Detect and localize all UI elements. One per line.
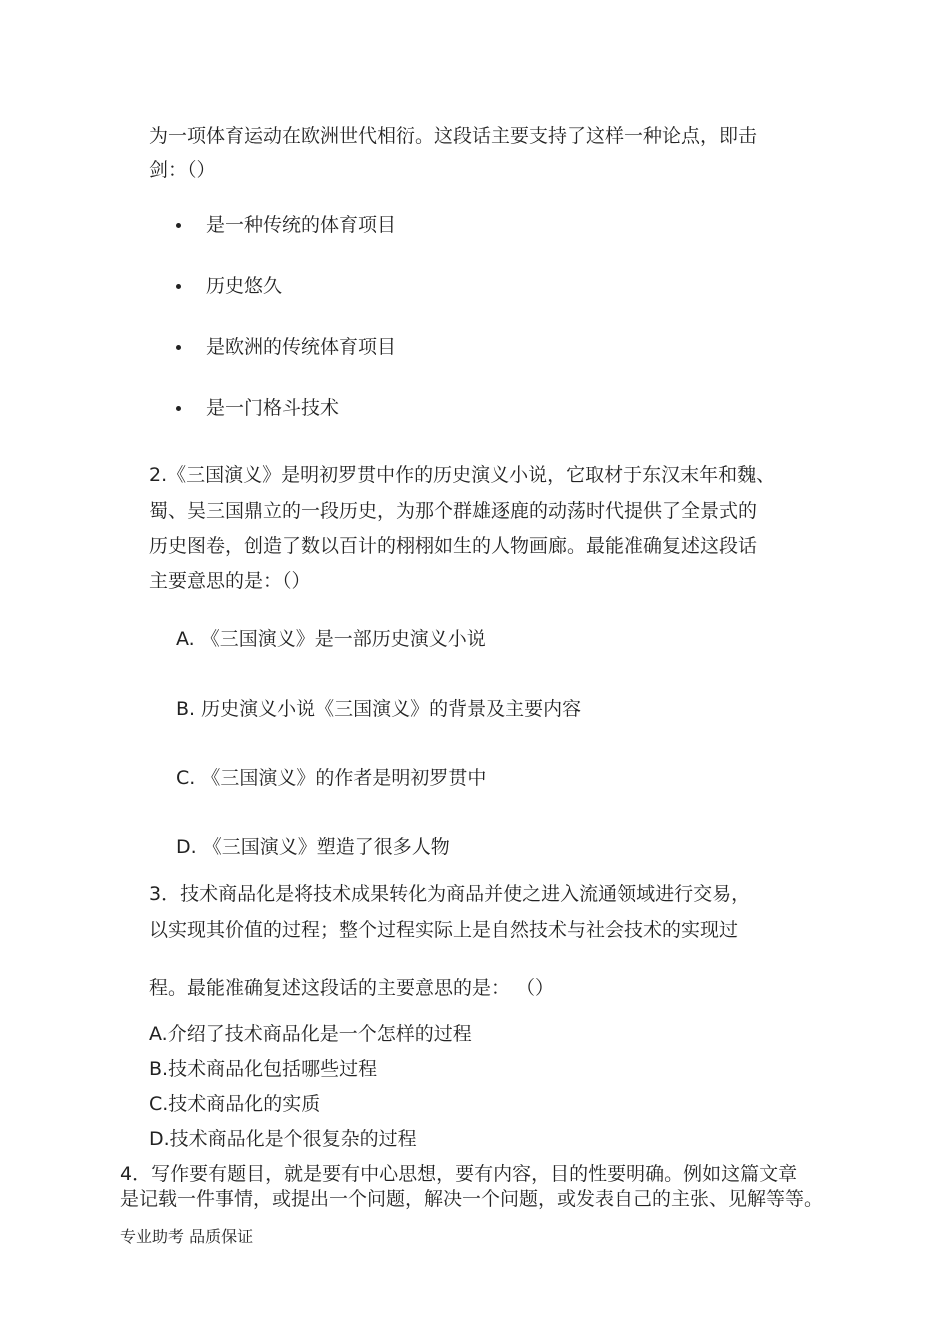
bullet-icon [176, 345, 181, 350]
q2-option-a: A. 《三国演义》是一部历史演义小说 [176, 628, 486, 650]
q1-option-4: 是一门格斗技术 [206, 397, 340, 419]
q2-option-c: C. 《三国演义》的作者是明初罗贯中 [176, 767, 487, 789]
q3-option-a: A.介绍了技术商品化是一个怎样的过程 [149, 1023, 472, 1045]
q2-stem-line-2: 蜀、吴三国鼎立的一段历史，为那个群雄逐鹿的动荡时代提供了全景式的 [149, 500, 758, 522]
bullet-icon [176, 284, 181, 289]
q2-option-d: D. 《三国演义》塑造了很多人物 [176, 836, 450, 858]
q3-option-d: D.技术商品化是个很复杂的过程 [149, 1128, 417, 1150]
q2-stem-line-4: 主要意思的是：（） [149, 570, 311, 592]
q1-option-3: 是欧洲的传统体育项目 [206, 336, 397, 358]
q2-stem-line-1: 2.《三国演义》是明初罗贯中作的历史演义小说，它取材于东汉末年和魏、 [149, 464, 776, 486]
q3-option-b: B.技术商品化包括哪些过程 [149, 1058, 378, 1080]
q4-stem-line-1: 4．写作要有题目，就是要有中心思想，要有内容，目的性要明确。例如这篇文章 [120, 1163, 798, 1185]
q3-stem-line-1: 3．技术商品化是将技术成果转化为商品并使之进入流通领域进行交易， [149, 883, 751, 905]
q1-stem-line-2: 剑：（） [149, 159, 216, 181]
q3-stem-line-2: 以实现其价值的过程；整个过程实际上是自然技术与社会技术的实现过 [149, 919, 739, 941]
q1-stem-line-1: 为一项体育运动在欧洲世代相衍。这段话主要支持了这样一种论点，即击 [149, 125, 758, 147]
bullet-icon [176, 223, 181, 228]
q4-stem-line-2: 是记载一件事情，或提出一个问题，解决一个问题，或发表自己的主张、见解等等。 [120, 1188, 824, 1210]
q2-stem-line-3: 历史图卷，创造了数以百计的栩栩如生的人物画廊。最能准确复述这段话 [149, 535, 758, 557]
q3-stem-line-3: 程。最能准确复述这段话的主要意思的是： （） [149, 977, 555, 999]
q2-option-b: B. 历史演义小说《三国演义》的背景及主要内容 [176, 698, 582, 720]
q1-option-1: 是一种传统的体育项目 [206, 214, 397, 236]
bullet-icon [176, 406, 181, 411]
page-footer: 专业助考 品质保证 [120, 1227, 254, 1246]
q3-option-c: C.技术商品化的实质 [149, 1093, 321, 1115]
q1-option-2: 历史悠久 [206, 275, 283, 297]
